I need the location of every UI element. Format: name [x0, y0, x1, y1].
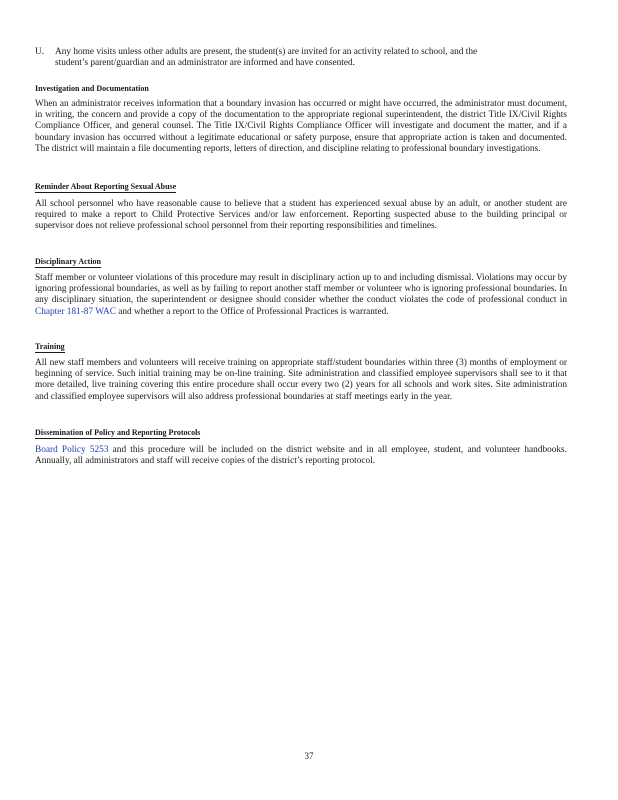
section-heading-investigation: Investigation and Documentation: [35, 84, 149, 93]
section-body-investigation: When an administrator receives information that a boundary invasion has occurred or might have occurred, the administrator must document, in writing, the concern and provide a copy of the documentation to the appropriate regional superintendent, the district Title IX/Civil Rights Compliance Officer, and general counsel. The Title IX/Civil Rights Compliance Officer will investigate and document the matter, and if a boundary invasion has occurred without a legitimate educational or safety purpose, ensure that appropriate action is taken and documented. The district will maintain a file documenting reports, letters of direction, and discipline relating to professional boundary investigations.: [35, 99, 567, 154]
section-heading-dissemination: Dissemination of Policy and Reporting Protocols: [35, 428, 201, 437]
dissemination-text-after-link: and this procedure will be included on the district website and in all employee, student, and volunteer handbooks. Annually, all administrators and staff will receive copies of the district’s reporting protocol.: [35, 445, 567, 467]
section-heading-disciplinary: Disciplinary Action: [35, 257, 102, 266]
wac-chapter-link[interactable]: Chapter 181-87 WAC: [35, 306, 116, 317]
section-body-training: All new staff members and volunteers will receive training on appropriate staff/student boundaries within three (3) months of employment or beginning of service. Such initial training may be on-line training. Site administration and classified employee supervisors shall see to it that more detailed, live training covering this entire procedure shall occur every two (2) years for all schools and work sites. Site administration and classified employee supervisors will also address professional boundaries at staff meetings early in the year.: [35, 358, 567, 402]
list-item-text-line-1: Any home visits unless other adults are present, the student(s) are invited for an activity related to school, and the: [55, 47, 478, 57]
disciplinary-text-after-link: and whether a report to the Office of Professional Practices is warranted.: [115, 306, 389, 317]
section-body-disciplinary: [35, 273, 567, 318]
disciplinary-text-before-link: Staff member or volunteer violations of this procedure may result in disciplinary action up to and including dismissal. Violations may occur by ignoring professional boundaries, as well as by failing to report another staff member or volunteer who is ignoring professional boundaries. In any disciplinary situation, the superintendent or designee should consider whether the conduct violates the code of professional conduct in: [35, 273, 567, 306]
list-item-label: U.: [35, 47, 45, 57]
board-policy-link[interactable]: Board Policy 5253: [35, 445, 109, 455]
section-body-dissemination: [35, 445, 567, 467]
list-item-text-line-2: student’s parent/guardian and an administrator are informed and have consented.: [55, 58, 355, 69]
list-item-u: [35, 47, 567, 69]
section-body-reminder: All school personnel who have reasonable cause to believe that a student has experienced sexual abuse by an adult, or another student are required to make a report to Child Protective Services and/or law enforcement. Reporting suspected abuse to the building principal or supervisor does not relieve professional school personnel from their reporting responsibilities and timelines.: [35, 199, 567, 232]
page-number: 37: [304, 751, 314, 761]
section-heading-training: Training: [35, 342, 65, 351]
section-heading-reminder: Reminder About Reporting Sexual Abuse: [35, 182, 177, 191]
